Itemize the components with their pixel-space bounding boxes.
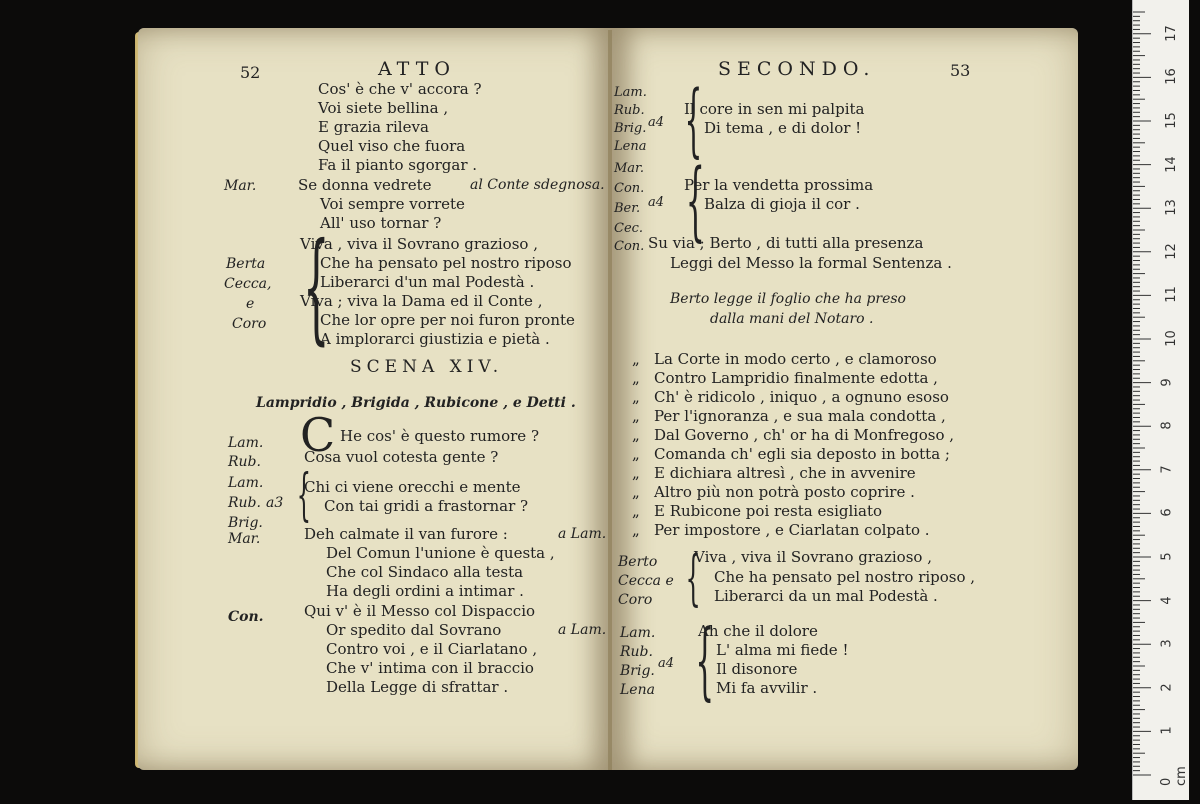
verse-line: Per la vendetta prossima	[684, 176, 874, 194]
ruler-number: 15	[1163, 112, 1179, 129]
verse-line: Ha degli ordini a intimar .	[326, 582, 524, 600]
running-head: ATTO	[378, 58, 456, 80]
verse-line: Cos' è che v' accora ?	[318, 80, 482, 98]
speaker-label: Lena	[614, 139, 647, 154]
verse-line: Or spedito dal Sovrano	[326, 621, 502, 639]
brace: {	[685, 543, 701, 613]
brace: {	[302, 218, 330, 357]
speaker-label: Mar.	[228, 531, 261, 547]
ruler-number: 16	[1163, 68, 1179, 86]
quote-mark: „	[632, 464, 640, 482]
drop-capital: C	[300, 408, 336, 462]
brace: {	[296, 463, 311, 528]
measuring-ruler	[1132, 0, 1189, 800]
ruler-number: 7	[1159, 465, 1175, 474]
verse-line: Cosa vuol cotesta gente ?	[304, 448, 499, 466]
page-number: 52	[240, 63, 261, 82]
scene-heading: SCENA XIV.	[350, 357, 504, 377]
quote-mark: „	[632, 502, 640, 520]
verse-line: A implorarci giustizia e pietà .	[320, 330, 550, 348]
verse-line: Fa il pianto sgorgar .	[318, 156, 478, 174]
sentence-line: Altro più non potrà posto coprire .	[654, 483, 915, 501]
speaker-label: e	[246, 296, 255, 312]
verse-line: Liberarci da un mal Podestà .	[714, 587, 938, 605]
quote-mark: „	[632, 388, 640, 406]
speaker-label: Cec.	[614, 221, 644, 236]
speaker-label: Mar.	[224, 178, 257, 194]
verse-line: Se donna vedrete	[298, 176, 432, 194]
sentence-line: E Rubicone poi resta esigliato	[654, 502, 883, 520]
verse-line: Che ha pensato pel nostro riposo	[320, 254, 572, 272]
speaker-label: Rub.	[228, 454, 261, 470]
verse-line: Che col Sindaco alla testa	[326, 563, 524, 581]
speaker-label: Coro	[618, 592, 653, 608]
sentence-line: La Corte in modo certo , e clamoroso	[654, 350, 937, 368]
speaker-label: Con.	[614, 239, 645, 254]
verse-line: Contro voi , e il Ciarlatano ,	[326, 640, 538, 658]
verse-line: L' alma mi fiede !	[716, 641, 849, 659]
verse-line: Che lor opre per noi furon pronte	[320, 311, 575, 329]
speaker-label: Mar.	[614, 161, 644, 176]
verse-line: Balza di gioja il cor .	[704, 195, 860, 213]
speaker-label: Brig.	[228, 515, 263, 531]
ruler-number: 11	[1163, 286, 1179, 304]
running-head: SECONDO.	[718, 58, 876, 80]
right-page	[612, 28, 1078, 770]
speaker-label: Rub.	[228, 495, 261, 511]
verse-line: Liberarci d'un mal Podestà .	[320, 273, 535, 291]
quote-mark: „	[632, 483, 640, 501]
verse-line: Viva ; viva la Dama ed il Conte ,	[300, 292, 543, 310]
brace: {	[685, 151, 705, 251]
stage-direction: al Conte sdegnosa.	[470, 177, 605, 193]
ruler-ticks	[1133, 0, 1189, 800]
quote-mark: „	[632, 426, 640, 444]
ruler-number: 9	[1159, 377, 1175, 387]
ruler-number: 5	[1159, 552, 1175, 561]
speaker-label: Lam.	[614, 85, 647, 100]
verse-line: He cos' è questo rumore ?	[340, 427, 539, 445]
verse-line: Il core in sen mi palpita	[684, 100, 865, 118]
sentence-line: E dichiara altresì , che in avvenire	[654, 464, 916, 482]
ensemble-mark: a4	[648, 115, 665, 130]
ruler-number: 17	[1163, 25, 1179, 42]
left-page	[138, 28, 612, 770]
verse-line: Viva , viva il Sovrano grazioso ,	[694, 548, 932, 566]
speaker-label: Lena	[620, 682, 655, 698]
ruler-number: 8	[1159, 421, 1175, 430]
speaker-label: Berta	[226, 256, 266, 272]
verse-line: Viva , viva il Sovrano grazioso ,	[300, 235, 538, 253]
verse-line: Voi siete bellina ,	[318, 99, 449, 117]
ruler-number: 6	[1159, 508, 1175, 518]
ruler-number: 12	[1163, 243, 1179, 260]
verse-line: Il disonore	[716, 660, 798, 678]
verse-line: Voi sempre vorrete	[320, 195, 465, 213]
verse-line: Di tema , e di dolor !	[704, 119, 862, 137]
speaker-label: Con.	[614, 181, 645, 196]
speaker-label: Lam.	[228, 475, 264, 491]
speaker-label: Lam.	[620, 625, 656, 641]
speaker-label: Ber.	[614, 201, 641, 216]
ruler-number: 2	[1159, 683, 1175, 692]
verse-line: Del Comun l'unione è questa ,	[326, 544, 555, 562]
verse-line: Che ha pensato pel nostro riposo ,	[714, 568, 976, 586]
speaker-label: Coro	[232, 316, 267, 332]
sentence-line: Per impostore , e Ciarlatan colpato .	[654, 521, 930, 539]
verse-line: All' uso tornar ?	[320, 214, 442, 232]
verse-line: Deh calmate il van furore :	[304, 525, 508, 543]
speaker-label: Brig.	[614, 121, 647, 136]
stage-direction: dalla mani del Notaro .	[710, 311, 874, 327]
verse-line: Chi ci viene orecchi e mente	[304, 478, 521, 496]
quote-mark: „	[632, 369, 640, 387]
character-list: Lampridio , Brigida , Rubicone , e Detti .	[256, 395, 576, 411]
verse-line: Quel viso che fuora	[318, 137, 466, 155]
ruler-number: 14	[1163, 155, 1179, 173]
speaker-label: Berto	[618, 554, 658, 570]
ruler-number: 3	[1159, 639, 1175, 648]
stage-direction: a Lam.	[558, 526, 607, 542]
ruler-number: 10	[1163, 330, 1179, 347]
verse-line: Leggi del Messo la formal Sentenza .	[670, 254, 952, 272]
speaker-label: Con.	[228, 609, 264, 625]
sentence-line: Dal Governo , ch' or ha di Monfregoso ,	[654, 426, 955, 444]
verse-line: Che v' intima con il braccio	[326, 659, 534, 677]
speaker-label: Lam.	[228, 435, 264, 451]
verse-line: Su via ; Berto , di tutti alla presenza	[648, 234, 924, 252]
sentence-line: Ch' è ridicolo , iniquo , a ognuno esoso	[654, 388, 949, 406]
stage-direction: a Lam.	[558, 622, 607, 638]
verse-line: Con tai gridi a frastornar ?	[324, 497, 529, 515]
speaker-label: Rub.	[614, 103, 645, 118]
quote-mark: „	[632, 407, 640, 425]
brace: {	[695, 611, 715, 709]
page-number: 53	[950, 61, 971, 80]
ruler-number: 4	[1159, 595, 1175, 605]
speaker-label: Cecca e	[618, 573, 674, 589]
sentence-line: Contro Lampridio finalmente edotta ,	[654, 369, 938, 387]
verse-line: Della Legge di sfrattar .	[326, 678, 509, 696]
ruler-number: 13	[1163, 199, 1179, 216]
speaker-label: Brig.	[620, 663, 655, 679]
verse-line: Qui v' è il Messo col Dispaccio	[304, 602, 536, 620]
sentence-line: Comanda ch' egli sia deposto in botta ;	[654, 445, 950, 463]
verse-line: E grazia rileva	[318, 118, 429, 136]
quote-mark: „	[632, 445, 640, 463]
verse-line: Mi fa avvilir .	[716, 679, 818, 697]
sentence-line: Per l'ignoranza , e sua mala condotta ,	[654, 407, 946, 425]
speaker-label: Rub.	[620, 644, 653, 660]
ensemble-mark: a4	[648, 195, 665, 210]
brace: {	[684, 73, 703, 166]
quote-mark: „	[632, 521, 640, 539]
quote-mark: „	[632, 350, 640, 368]
verse-line: Ah che il dolore	[698, 622, 818, 640]
ensemble-mark: a4	[658, 656, 675, 671]
ruler-unit: 0 cm	[1159, 766, 1189, 786]
ruler-number: 1	[1159, 726, 1175, 736]
stage-direction: Berto legge il foglio che ha preso	[670, 291, 906, 307]
speaker-label: Cecca,	[224, 276, 272, 292]
ensemble-mark: a3	[266, 495, 284, 511]
